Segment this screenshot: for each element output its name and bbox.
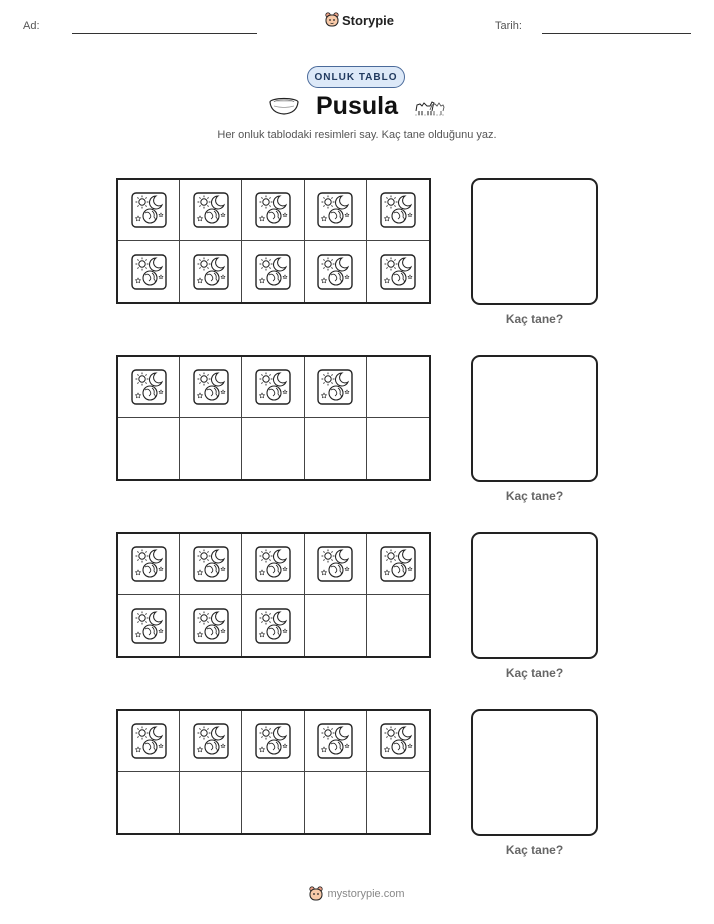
sun-moon-earth-icon	[255, 192, 291, 228]
frame-cell	[118, 711, 180, 772]
worksheet-title: Pusula	[316, 92, 398, 120]
frame-cell	[180, 241, 242, 302]
frame-cell	[305, 241, 367, 302]
sun-moon-earth-icon	[380, 546, 416, 582]
title-row	[0, 92, 714, 121]
answer-box-4[interactable]	[471, 709, 598, 836]
frame-cell	[118, 534, 180, 595]
frame-cell	[305, 418, 367, 479]
sun-moon-earth-icon	[193, 546, 229, 582]
frame-cell	[118, 772, 180, 833]
sun-moon-earth-icon	[317, 192, 353, 228]
answer-prompt-3: Kaç tane?	[505, 666, 564, 680]
frame-cell	[305, 357, 367, 418]
frame-cell	[180, 180, 242, 241]
frame-cell	[305, 772, 367, 833]
footer	[0, 886, 714, 902]
sun-moon-earth-icon	[380, 254, 416, 290]
sun-moon-earth-icon	[131, 723, 167, 759]
sun-moon-earth-icon	[131, 608, 167, 644]
pie-mascot-icon	[309, 886, 323, 902]
frame-cell	[118, 357, 180, 418]
sun-moon-earth-icon	[255, 608, 291, 644]
sun-moon-earth-icon	[317, 254, 353, 290]
frame-cell	[180, 711, 242, 772]
answer-prompt-4: Kaç tane?	[505, 843, 564, 857]
frame-cell	[242, 534, 304, 595]
frame-cell	[118, 595, 180, 656]
sun-moon-earth-icon	[380, 192, 416, 228]
frame-cell	[242, 595, 304, 656]
sun-moon-earth-icon	[193, 254, 229, 290]
worksheet-type-badge: ONLUK TABLO	[307, 66, 405, 88]
frame-cell	[367, 418, 429, 479]
answer-prompt-2: Kaç tane?	[505, 489, 564, 503]
date-label: Tarih:	[495, 20, 522, 32]
frame-cell	[367, 711, 429, 772]
footer-url[interactable]: mystorypie.com	[327, 888, 405, 900]
sun-moon-earth-icon	[131, 254, 167, 290]
frame-cell	[242, 711, 304, 772]
sun-moon-earth-icon	[317, 546, 353, 582]
answer-prompt-1: Kaç tane?	[505, 312, 564, 326]
frame-cell	[367, 595, 429, 656]
frame-cell	[180, 534, 242, 595]
frame-cell	[242, 772, 304, 833]
answer-box-2[interactable]	[471, 355, 598, 482]
frame-cell	[118, 241, 180, 302]
date-line[interactable]	[542, 33, 691, 34]
name-line[interactable]	[72, 33, 257, 34]
frame-cell	[367, 357, 429, 418]
ten-frame-4	[116, 709, 431, 835]
frame-cell	[367, 180, 429, 241]
bowl-icon	[268, 97, 300, 117]
sun-moon-earth-icon	[193, 723, 229, 759]
frame-cell	[367, 241, 429, 302]
instructions: Her onluk tablodaki resimleri say. Kaç tane olduğunu yaz.	[217, 129, 497, 141]
sun-moon-earth-icon	[255, 546, 291, 582]
sun-moon-earth-icon	[255, 369, 291, 405]
frame-cell	[242, 357, 304, 418]
pie-mascot-icon	[325, 12, 339, 28]
sun-moon-earth-icon	[255, 723, 291, 759]
frame-cell	[367, 772, 429, 833]
answer-box-1[interactable]	[471, 178, 598, 305]
frame-cell	[180, 357, 242, 418]
sun-moon-earth-icon	[255, 254, 291, 290]
frame-cell	[305, 534, 367, 595]
frame-cell	[242, 418, 304, 479]
frame-cell	[118, 180, 180, 241]
frame-cell	[305, 595, 367, 656]
sun-moon-earth-icon	[380, 723, 416, 759]
brand-logo	[325, 12, 394, 28]
frame-cell	[367, 534, 429, 595]
frame-cell	[180, 772, 242, 833]
ten-frame-1	[116, 178, 431, 304]
name-label: Ad:	[23, 20, 40, 32]
answer-box-3[interactable]	[471, 532, 598, 659]
frame-cell	[118, 418, 180, 479]
ten-frame-3	[116, 532, 431, 658]
sun-moon-earth-icon	[131, 192, 167, 228]
frame-cell	[305, 711, 367, 772]
sun-moon-earth-icon	[131, 369, 167, 405]
sun-moon-earth-icon	[317, 369, 353, 405]
sun-moon-earth-icon	[193, 192, 229, 228]
frame-cell	[305, 180, 367, 241]
brand-name: Storypie	[342, 12, 395, 28]
sun-moon-earth-icon	[193, 369, 229, 405]
ten-frame-2	[116, 355, 431, 481]
frame-cell	[180, 595, 242, 656]
camel-caravan-icon	[414, 97, 446, 117]
sun-moon-earth-icon	[317, 723, 353, 759]
frame-cell	[242, 241, 304, 302]
frame-cell	[242, 180, 304, 241]
sun-moon-earth-icon	[131, 546, 167, 582]
sun-moon-earth-icon	[193, 608, 229, 644]
frame-cell	[180, 418, 242, 479]
